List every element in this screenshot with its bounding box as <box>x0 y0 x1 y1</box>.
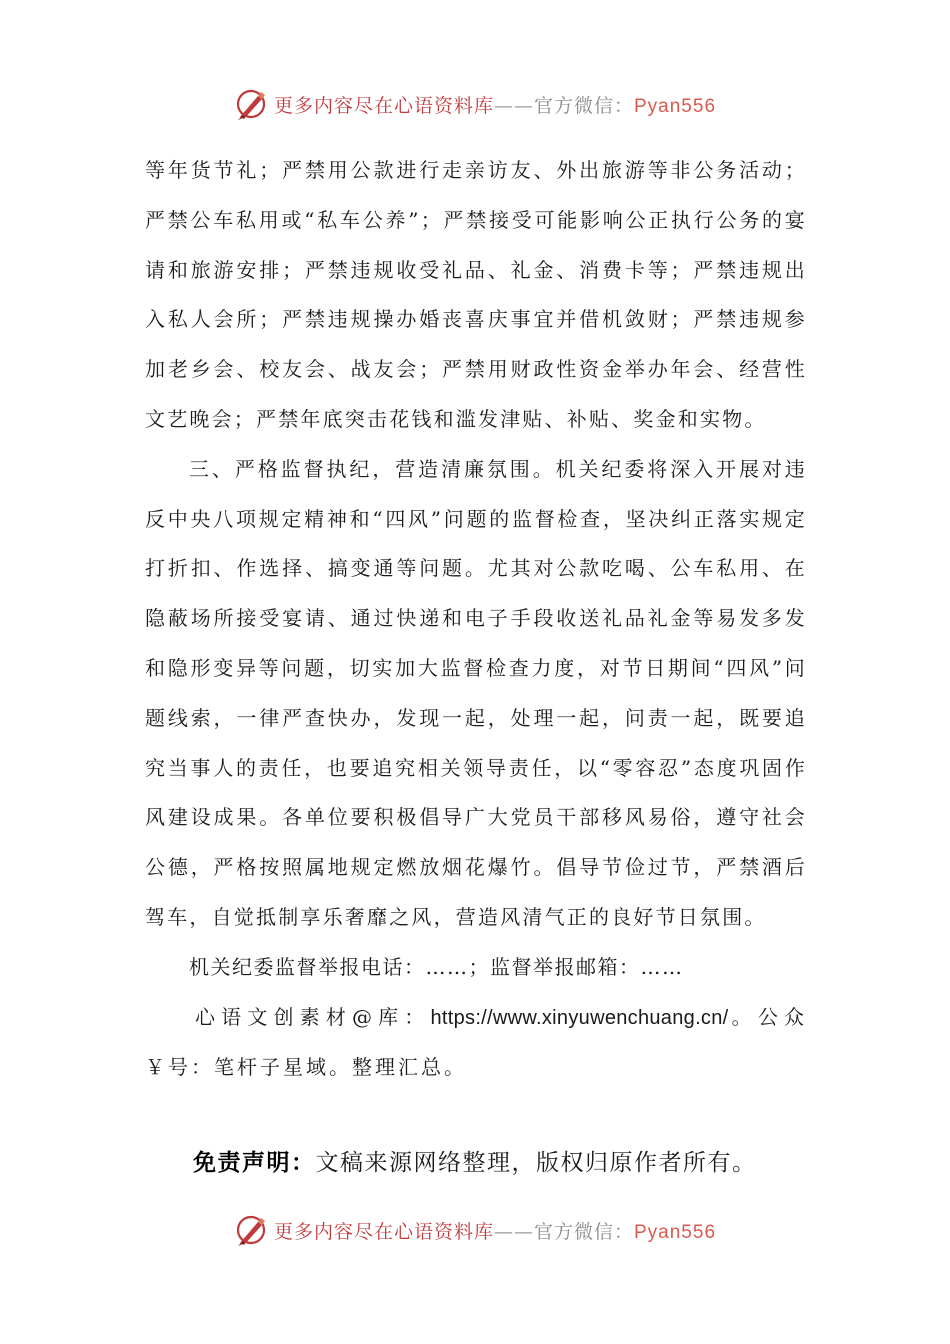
watermark-brand: 更多内容尽在心语资料库 <box>273 1220 494 1243</box>
watermark-wechat-id: Pyan556 <box>634 95 717 117</box>
source-prefix: 心语文创素材@库： <box>195 1004 431 1029</box>
paragraph-prohibitions: 等年货节礼；严禁用公款进行走亲访友、外出旅游等非公务活动；严禁公车私用或“私车公养”；严禁接受可能影响公正执行公务的宴请和旅游安排；严禁违规收受礼品、礼金、消费卡等；严禁违规出入私人会所；严禁违规操办婚丧喜庆事宜并借机敛财；严禁违规参加老乡会、校友会、战友会；严禁用财政性资金举办年会、经营性文艺晚会；严禁年底突击花钱和滥发津贴、补贴、奖金和实物。 <box>145 158 807 431</box>
watermark-brand: 更多内容尽在心语资料库 <box>273 94 494 117</box>
pen-logo-icon <box>234 87 268 121</box>
source-url: https://www.xinyuwenchuang.cn/ <box>430 1006 729 1029</box>
paragraph-supervision: 三、严格监督执纪，营造清廉氛围。机关纪委将深入开展对违反中央八项规定精神和“四风”问题的监督检查，坚决纠正落实规定打折扣、作选择、搞变通等问题。尤其对公款吃喝、公车私用、在隐蔽场所接受宴请、通过快递和电子手段收送礼品礼金等易发多发和隐形变异等问题，切实加大监督检查力度，对节日期间“四风”问题线索，一律严查快办，发现一起，处理一起，问责一起，既要追究当事人的责任，也要追究相关领导责任，以“零容忍”态度巩固作风建设成果。各单位要积极倡导广大党员干部移风易俗，遵守社会公德，严格按照属地规定燃放烟花爆竹。倡导节俭过节，严禁酒后驾车，自觉抵制享乐奢靡之风，营造风清气正的良好节日氛围。 <box>145 456 807 929</box>
header-watermark <box>0 84 950 124</box>
watermark-text <box>274 1217 716 1244</box>
watermark-official: 官方微信： <box>533 1220 634 1243</box>
paragraph-contact: 机关纪委监督举报电话：……；监督举报邮箱：…… <box>189 954 684 979</box>
watermark-separator: —— <box>493 94 534 117</box>
watermark-wechat-id: Pyan556 <box>634 1221 717 1243</box>
watermark-text <box>274 91 716 118</box>
document-body <box>145 146 807 1093</box>
pen-logo-icon <box>234 1213 268 1247</box>
watermark-official: 官方微信： <box>533 94 634 117</box>
disclaimer-label: 免责声明： <box>193 1149 316 1175</box>
paragraph-source <box>145 993 807 1094</box>
watermark-separator: —— <box>493 1220 534 1243</box>
source-suffix: 。公众￥号：笔杆子星域。整理汇总。 <box>145 1004 808 1080</box>
footer-watermark <box>0 1210 950 1250</box>
disclaimer <box>193 1144 757 1177</box>
disclaimer-text: 文稿来源网络整理，版权归原作者所有。 <box>315 1150 757 1176</box>
